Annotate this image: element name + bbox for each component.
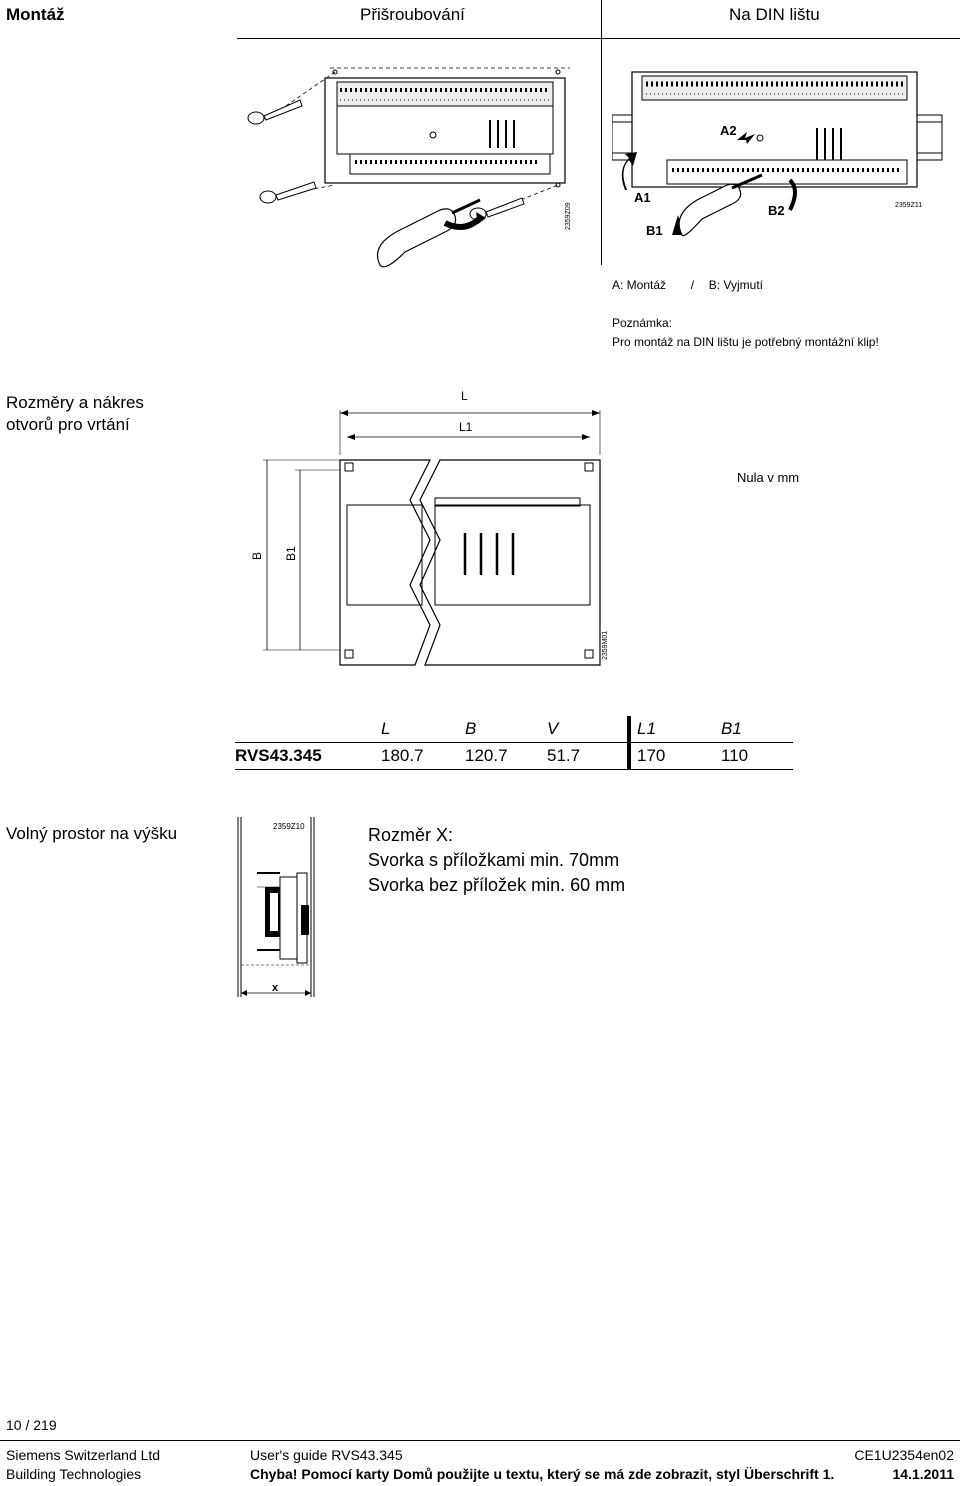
screw-figure-code: 2359Z09: [565, 202, 572, 230]
dim-label-l: L: [461, 389, 468, 403]
din-mounting-figure: [612, 60, 957, 250]
space-label-x: x: [272, 982, 279, 994]
din-label-a2: A2: [720, 123, 737, 138]
header-rule: [237, 38, 960, 39]
din-label-b1: B1: [646, 223, 663, 238]
dim-label-l1: L1: [459, 420, 473, 434]
dimensions-table: [235, 716, 793, 770]
value-l: 180.7: [381, 746, 424, 765]
note-label: Poznámka:: [612, 316, 673, 330]
dim-label-b: B: [250, 551, 264, 560]
note-text: Pro montáž na DIN lištu je potřebný montážní klip!: [612, 335, 879, 349]
page-number: 10 / 219: [6, 1417, 57, 1433]
space-heading: Volný prostor na výšku: [6, 824, 178, 843]
column-divider: [601, 0, 602, 265]
footer-date: 14.1.2011: [892, 1466, 954, 1482]
table-row: [235, 743, 793, 770]
header-l1: L1: [637, 719, 656, 738]
dimensions-header-row: [235, 716, 793, 743]
dim-label-b1: B1: [284, 546, 298, 561]
din-label-a1: A1: [634, 190, 651, 205]
space-title: Rozměr X:: [368, 825, 454, 845]
dimensions-heading: [6, 392, 144, 436]
din-label-b2: B2: [768, 203, 785, 218]
legend-mount: A: Montáž: [612, 278, 667, 292]
footer-doc-code: CE1U2354en02: [854, 1447, 954, 1463]
value-b1: 110: [721, 746, 749, 765]
footer-rule: [0, 1440, 960, 1441]
screw-mounting-figure: [240, 60, 580, 300]
table-corner: [235, 716, 381, 743]
space-description: [368, 823, 625, 898]
dimension-drawing: [245, 385, 615, 680]
space-figure-code: 2359Z10: [273, 822, 305, 831]
header-b1: B1: [721, 719, 742, 738]
legend-remove: B: Vyjmutí: [708, 278, 763, 292]
header-v: V: [547, 716, 629, 743]
footer-company: Siemens Switzerland Ltd: [6, 1447, 161, 1463]
space-figure: [235, 815, 325, 1000]
value-v: 51.7: [547, 743, 629, 770]
model-cell: RVS43.345: [235, 746, 322, 765]
legend-separator: /: [690, 278, 695, 292]
header-b: B: [465, 719, 477, 738]
footer-division: Building Technologies: [6, 1466, 142, 1482]
din-legend: [612, 278, 763, 292]
dimensions-heading-line1: Rozměry a nákres: [6, 393, 144, 412]
column-title-screw: Přišroubování: [360, 5, 465, 24]
section-title: Montáž: [6, 5, 65, 24]
space-line2: Svorka bez příložek min. 60 mm: [368, 875, 626, 895]
dimensions-heading-line2: otvorů pro vrtání: [6, 415, 130, 434]
unit-note: Nula v mm: [737, 470, 800, 485]
header-l: L: [381, 719, 391, 738]
space-line1: Svorka s příložkami min. 70mm: [368, 850, 620, 870]
footer-error-text: Chyba! Pomocí karty Domů použijte u textu, který se má zde zobrazit, styl Überschrift 1.: [250, 1466, 835, 1482]
column-title-din: Na DIN lištu: [729, 5, 820, 24]
footer-guide: User's guide RVS43.345: [250, 1447, 403, 1463]
value-l1: 170: [637, 746, 666, 765]
din-figure-code: 2359Z11: [895, 202, 923, 209]
value-b: 120.7: [465, 746, 508, 765]
dims-figure-code: 2359M01: [602, 630, 609, 660]
